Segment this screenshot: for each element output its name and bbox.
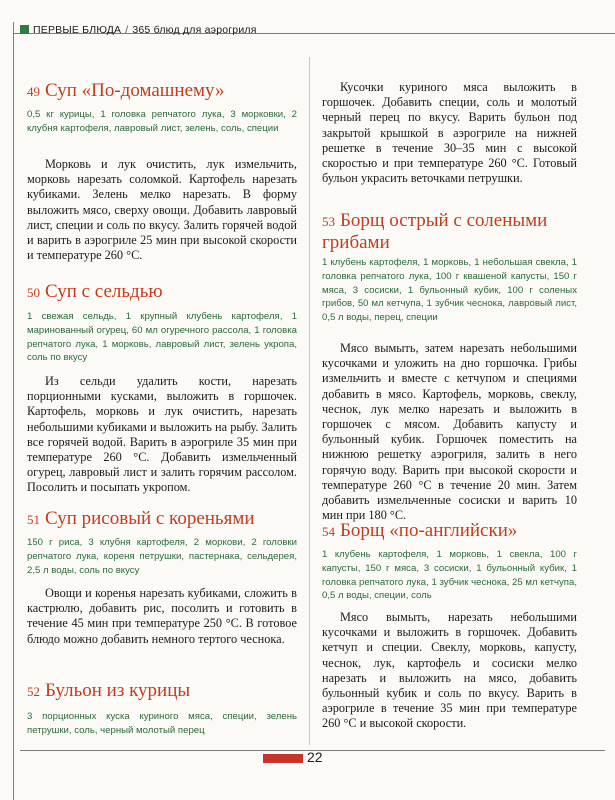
recipe-name: Суп «По-домашнему» [45,80,225,101]
recipe-number: 50 [27,285,40,300]
recipe-number: 53 [322,214,335,229]
page-number-bar [263,754,303,763]
recipe-name: Борщ «по-английски» [340,520,518,541]
recipe-number: 51 [27,512,40,527]
header-book-title: 365 блюд для аэрогриля [132,24,257,36]
column-divider [309,57,310,745]
recipe-51-instructions: Овощи и коренья нарезать кубиками, сложить в кастрюлю, добавить рис, посолить и готовить в течение 45 мин при температуре 250 °С. В готовое блюдо можно добавить немного тертого чеснока. [27,586,297,646]
recipe-number: 52 [27,684,40,699]
recipe-name: Бульон из курицы [45,680,191,701]
recipe-50-title [27,281,163,303]
recipe-52-ingredients: 3 порционных куска куриного мяса, специи, зелень петрушки, соль, черный молотый перец [27,711,297,736]
recipe-52-instructions-continued: Кусочки куриного мяса выложить в горшочек. Добавить специи, соль и молотый черный перец по вкусу. Варить бульон под закрытой крышкой в аэрогриле на нижней решетке в течение 30–35 мин с высокой скоростью и при температуре 260 °С. Готовый бульон украсить веточками петрушки. [322,80,577,186]
recipe-number: 49 [27,84,40,99]
recipe-50-ingredients: 1 свежая сельдь, 1 крупный клубень картофеля, 1 маринованный огурец, 60 мл огуречного рассола, 1 головка репчатого лука, 1 морковь, лавровый лист, зелень укропа, соль по вкусу [27,311,297,364]
recipe-54-ingredients: 1 клубень картофеля, 1 морковь, 1 свекла, 100 г капусты, 150 г мяса, 3 сосиски, 1 бульонный кубик, 1 головка репчатого лука, 1 зубчик чеснока, 25 мл кетчупа, 0,5 л воды, специи, соль [322,549,577,602]
recipe-49-title [27,80,225,102]
header-section: ПЕРВЫЕ БЛЮДА [33,24,122,36]
header-separator: / [125,24,129,36]
recipe-54-title [322,520,577,542]
page-border-line [13,22,14,800]
running-header [20,24,257,36]
recipe-50-instructions: Из сельди удалить кости, нарезать порционными кусками, выложить в горшочек. Картофель, морковь и лук очистить, нарезать небольшими кубиками и выложить на рыбу. Залить все горячей водой. Варить в аэрогриле 35 мин при температуре 260 °С. Добавить измельченный огурец, лавровый лист и залить горячим рассолом. Посолить и посыпать укропом. [27,374,297,495]
recipe-54-instructions: Мясо вымыть, нарезать небольшими кусочками и выложить в горшочек. Добавить кетчуп и специи. Свеклу, морковь, капусту, чеснок, лук, картофель и сосиски мелко нарезать и выложить на мясо, добавить бульонный кубик и соль по вкусу. Варить в аэрогриле в течение 35 мин при температуре 260 °С и высокой скорости. [322,610,577,731]
recipe-number: 54 [322,524,335,539]
recipe-name: Борщ острый с солеными грибами [322,210,548,253]
recipe-name: Суп рисовый с кореньями [45,508,255,529]
recipe-49-ingredients: 0,5 кг курицы, 1 головка репчатого лука, 3 морковки, 2 клубня картофеля, лавровый лист, зелень, соль, специи [27,109,297,134]
page-number: 22 [307,749,323,765]
recipe-53-title [322,210,577,253]
recipe-name: Суп с сельдью [45,281,163,302]
recipe-53-instructions: Мясо вымыть, затем нарезать небольшими кусочками и уложить на дно горшочка. Грибы измельчить и вместе с кетчупом и специями добавить в мясо. Картофель, морковь, свеклу, чеснок, лук мелко нарезать и выложить в горшочек с мясом. Добавить капусту и бульонный кубик. Горшочек поместить на нижнюю решетку аэрогриля, залить в него горячую воду. Варить при высокой скорости и температуре 260 °С в течение 20 мин. Затем добавить измельченные сосиски и варить 10 мин при 180 °С. [322,341,577,523]
recipe-51-ingredients: 150 г риса, 3 клубня картофеля, 2 моркови, 2 головки репчатого лука, кореня петрушки, пастернака, сельдерея, 2,5 л воды, соль по вкусу [27,537,297,576]
section-marker-icon [20,25,29,34]
recipe-52-title [27,680,190,702]
recipe-51-title [27,508,255,530]
recipe-53-ingredients: 1 клубень картофеля, 1 морковь, 1 небольшая свекла, 1 головка репчатого лука, 100 г квашеной капусты, 150 г мяса, 3 сосиски, 1 бульонный кубик, 100 г соленых грибов, 50 мл кетчупа, 1 зубчик чеснока, лавровый лист, 0,5 л воды, перец, специи [322,257,577,324]
recipe-49-instructions: Морковь и лук очистить, лук измельчить, морковь нарезать соломкой. Картофель нарезать кубиками. Зелень мелко нарезать. В форму выложить мясо, сверху овощи. Добавить лавровый лист, специи и соль по вкусу. Залить горячей водой и варить в аэрогриле 25 мин при высокой скорости и температуре 260 °С. [27,157,297,263]
